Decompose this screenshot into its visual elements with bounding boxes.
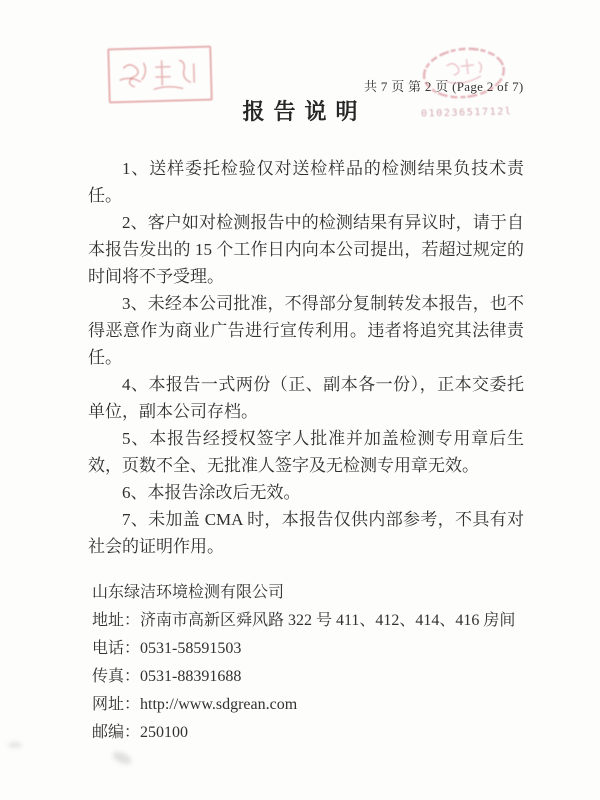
- note-item-4: 4、本报告一式两份（正、副本各一份），正本交委托单位，副本公司存档。: [88, 375, 524, 421]
- company-info: [92, 579, 515, 747]
- page-title: 报告说明: [242, 99, 367, 124]
- page-number: 共 7 页 第 2 页 (Page 2 of 7): [364, 79, 524, 94]
- company-postal-code: 邮编：250100: [92, 724, 189, 741]
- company-address: 地址：济南市高新区舜风路 322 号 411、412、414、416 房间: [92, 612, 516, 629]
- note-item-5: 5、本报告经授权签字人批准并加盖检测专用章后生效，页数不全、无批准人签字及无检测专用章无效。: [88, 429, 524, 475]
- report-notes: [88, 155, 524, 560]
- note-item-2: 2、客户如对检测报告中的检测结果有异议时，请于自本报告发出的 15 个工作日内向本公司提出，若超过规定的时间将不予受理。: [88, 213, 524, 286]
- company-website: 网址：http://www.sdgrean.com: [92, 696, 298, 713]
- scan-smudge: [111, 749, 133, 767]
- scan-smudge: [8, 742, 22, 748]
- company-name: 山东绿洁环境检测有限公司: [92, 584, 285, 601]
- company-phone: 电话：0531-58591503: [92, 640, 242, 657]
- note-item-7: 7、未加盖 CMA 时，本报告仅供内部参考，不具有对社会的证明作用。: [88, 510, 524, 556]
- stamp-serial-number: 01023651712l: [420, 106, 513, 120]
- rect-seal-marks-icon: [109, 48, 210, 102]
- company-fax: 传真：0531-88391688: [92, 668, 242, 685]
- note-item-1: 1、送样委托检验仅对送检样品的检测结果负技术责任。: [88, 159, 524, 205]
- note-item-6: 6、本报告涂改后无效。: [122, 483, 301, 502]
- note-item-3: 3、未经本公司批准，不得部分复制转发本报告，也不得恶意作为商业广告进行宣传利用。违者将追究其法律责任。: [88, 294, 524, 367]
